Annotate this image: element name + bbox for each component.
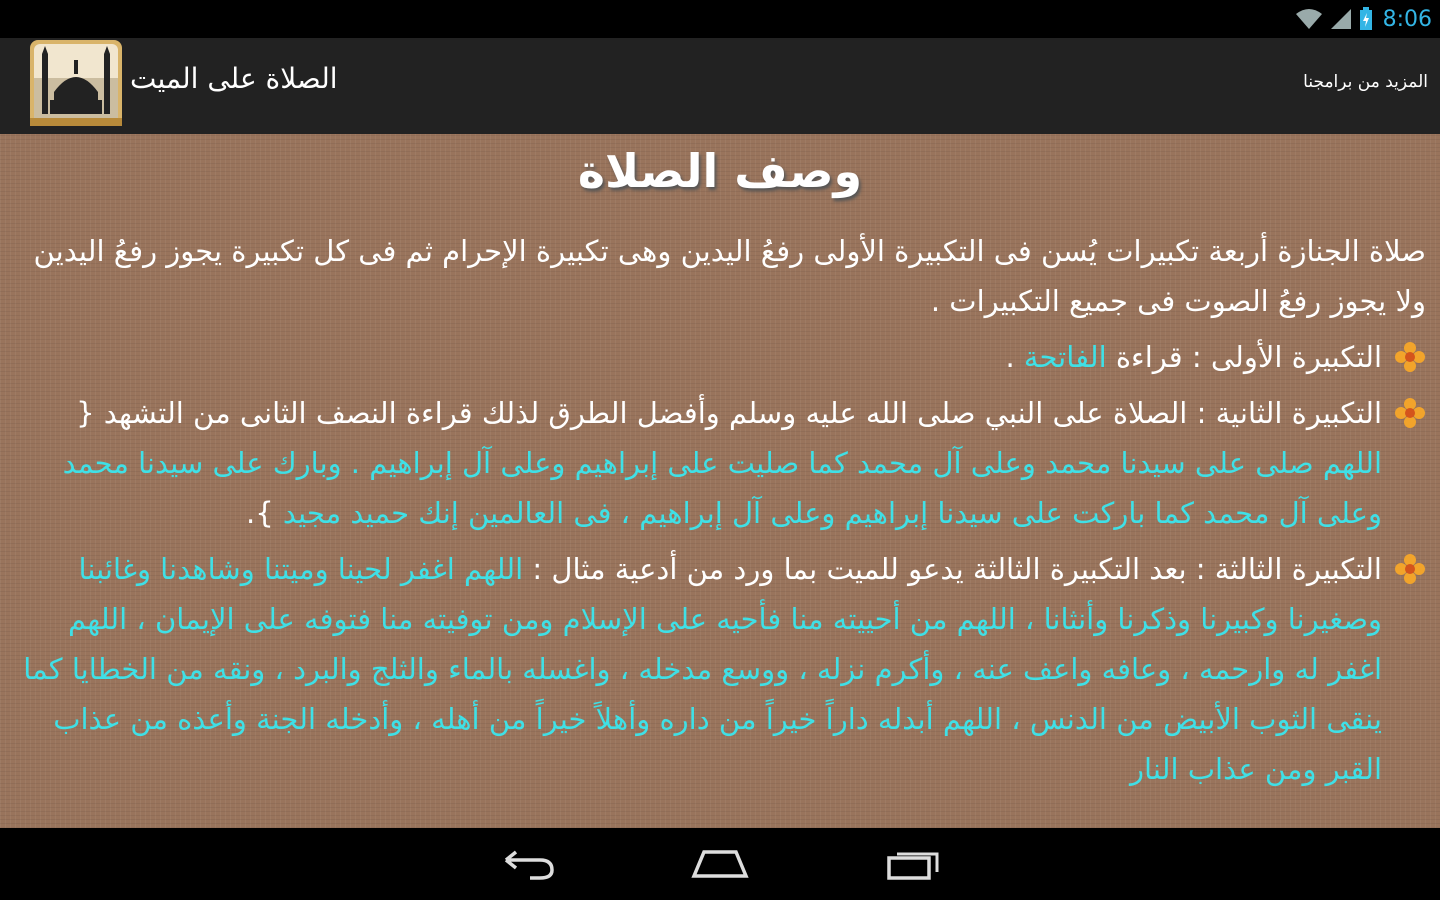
takbeer-item-2 bbox=[14, 388, 1426, 538]
home-button[interactable] bbox=[675, 842, 765, 886]
content-area[interactable] bbox=[0, 134, 1440, 828]
navigation-bar bbox=[0, 828, 1440, 900]
status-bar bbox=[0, 0, 1440, 38]
battery-icon bbox=[1359, 7, 1373, 31]
item-label: التكبيرة الثالثة : بعد التكبيرة الثالثة يدعو للميت بما ورد من أدعية مثال : bbox=[523, 552, 1382, 586]
item-tail: }. bbox=[246, 496, 283, 530]
page-title: وصف الصلاة bbox=[577, 144, 863, 198]
item-highlight: اللهم اغفر لحينا وميتنا وشاهدنا وغائبنا وصغيرنا وكبيرنا وذكرنا وأنثانا ، اللهم من أحييته منا فأحيه على الإسلام ومن توفيته منا فتوفه على الإيمان ، اللهم اغفر له وارحمه ، وعافه واعف عنه ، وأكرم نزله ، ووسع مدخله ، واغسله بالماء والثلج والبرد ، ونقه من الخطايا كما ينقى الثوب الأبيض من الدنس ، اللهم أبدله داراً خيراً من داره وأهلاً خيراً من أهله ، وأدخله الجنة وأعذه من عذاب القبر ومن عذاب النار bbox=[23, 552, 1382, 786]
clock: 8:06 bbox=[1382, 6, 1432, 32]
flower-icon bbox=[1394, 397, 1426, 429]
home-icon bbox=[690, 848, 750, 880]
back-button[interactable] bbox=[483, 842, 573, 886]
item-label: التكبيرة الأولى : قراءة bbox=[1106, 340, 1382, 374]
item-label: التكبيرة الثانية : الصلاة على النبي صلى الله عليه وسلم وأفضل الطرق لذلك قراءة النصف الثانى من التشهد { bbox=[76, 396, 1382, 430]
item-highlight: الفاتحة bbox=[1023, 340, 1107, 374]
status-icons bbox=[1295, 4, 1432, 34]
intro-paragraph: صلاة الجنازة أربعة تكبيرات يُسن فى التكبيرة الأولى رفعُ اليدين وهى تكبيرة الإحرام ثم فى كل تكبيرة يجوز رفعُ اليدين ولا يجوز رفعُ الصوت فى جميع التكبيرات . bbox=[33, 234, 1426, 318]
recent-apps-button[interactable] bbox=[868, 842, 958, 886]
flower-icon bbox=[1394, 553, 1426, 585]
wifi-icon bbox=[1295, 8, 1323, 30]
recent-apps-icon bbox=[885, 848, 941, 880]
mosque-icon[interactable] bbox=[28, 38, 124, 130]
signal-icon bbox=[1329, 8, 1353, 30]
item-tail: . bbox=[1005, 340, 1024, 374]
item-highlight: اللهم صلى على سيدنا محمد وعلى آل محمد كما صليت على إبراهيم وعلى آل إبراهيم . وبارك على سيدنا محمد وعلى آل محمد كما باركت على سيدنا إبراهيم وعلى آل إبراهيم ، فى العالمين إنك حميد مجيد bbox=[62, 446, 1382, 530]
more-apps-button[interactable]: المزيد من برامجنا bbox=[1303, 72, 1428, 92]
takbeer-item-3 bbox=[14, 544, 1426, 794]
app-title: الصلاة على الميت bbox=[130, 62, 338, 95]
article-body bbox=[14, 226, 1426, 800]
flower-icon bbox=[1394, 341, 1426, 373]
action-bar bbox=[0, 38, 1440, 135]
takbeer-item-1 bbox=[14, 332, 1426, 382]
back-icon bbox=[500, 848, 556, 880]
